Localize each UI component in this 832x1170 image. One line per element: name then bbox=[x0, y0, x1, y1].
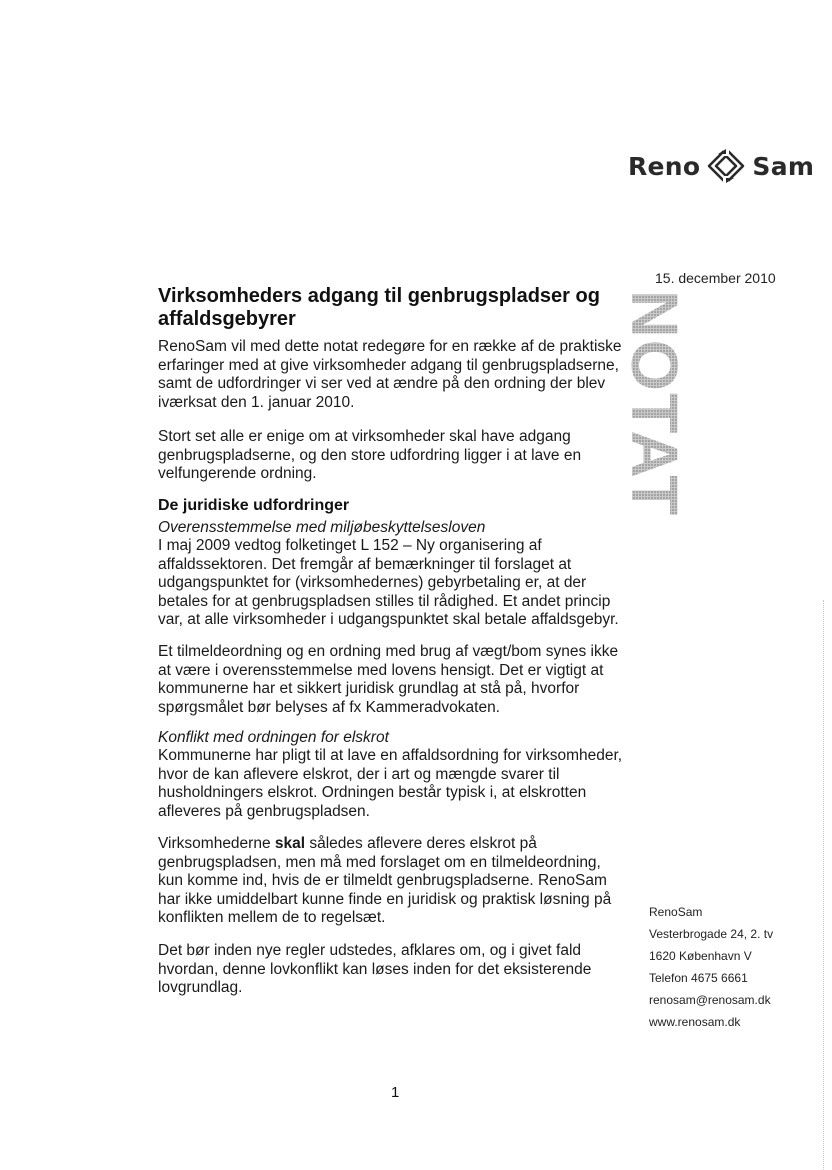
emphasis-skal: skal bbox=[274, 835, 306, 852]
address-phone: Telefon 4675 6661 bbox=[649, 971, 748, 985]
address-name: RenoSam bbox=[649, 905, 703, 919]
document-date: 15. december 2010 bbox=[655, 270, 776, 286]
section-heading-legal: De juridiske udfordringer bbox=[158, 497, 350, 514]
text-line: at være i overensstemmelse med lovens hensigt. Det er vigtigt at bbox=[158, 661, 604, 679]
text-line: lovgrundlag. bbox=[158, 979, 243, 996]
text-line: husholdningers elskrot. Ordningen består typisk i, at elskrotten bbox=[158, 784, 587, 801]
text-line: genbrugspladsen, men må med forslaget om en tilmeldeordning, bbox=[158, 853, 601, 871]
text-line: RenoSam vil med dette notat redegøre for en række af de praktiske bbox=[158, 338, 622, 355]
text-line: udgangspunktet for (virksomhedernes) gebyrbetaling er, at der bbox=[158, 574, 587, 591]
text-line: afleveres på genbrugspladsen. bbox=[158, 802, 370, 820]
law-paragraph bbox=[158, 537, 628, 630]
text-line: velfungerende ordning. bbox=[158, 465, 317, 482]
page-number: 1 bbox=[391, 1084, 400, 1101]
text-line: iværksat den 1. januar 2010. bbox=[158, 393, 355, 411]
text-line: Kommunerne har pligt til at lave en affaldsordning for virksomheder, bbox=[158, 747, 623, 764]
text-line: kommunerne har et sikkert juridisk grundlag at stå på, hvorfor bbox=[158, 680, 580, 697]
text-line: var, at alle virksomheder i udgangspunktet skal betale affaldsgebyr. bbox=[158, 611, 619, 628]
address-city: 1620 København V bbox=[649, 949, 752, 963]
text-line: konflikten mellem de to regelsæt. bbox=[158, 909, 386, 926]
renosam-diamond-icon bbox=[706, 146, 746, 186]
text-line: erfaringer med at give virksomheder adgang til genbrugspladserne, bbox=[158, 356, 619, 374]
resolution-paragraph bbox=[158, 942, 628, 998]
title-line-2: affaldsgebyrer bbox=[158, 308, 296, 330]
text-line: samt de udfordringer vi ser ved at ændre på den ordning der blev bbox=[158, 375, 606, 392]
text-line: Det bør inden nye regler udstedes, afklares om, og i givet fald bbox=[158, 942, 582, 959]
conflict-paragraph bbox=[158, 835, 628, 928]
subheading-electronics-conflict: Konflikt med ordningen for elskrot bbox=[158, 729, 389, 746]
text-line: har ikke umiddelbart kunne finde en juridisk og praktisk løsning på bbox=[158, 890, 612, 908]
text-line: I maj 2009 vedtog folketinget L 152 – Ny organisering af bbox=[158, 537, 542, 554]
text-fragment: således aflevere deres elskrot på bbox=[305, 835, 537, 852]
text-line: betales for at genbrugspladsen stilles til rådighed. Et andet princip bbox=[158, 592, 611, 610]
intro-paragraph bbox=[158, 338, 628, 412]
text-line: kun komme ind, hvis de er tilmeldt genbrugspladserne. RenoSam bbox=[158, 872, 607, 889]
text-line: Stort set alle er enige om at virksomheder skal have adgang bbox=[158, 428, 571, 445]
scan-edge-divider bbox=[822, 600, 824, 1170]
text-line: hvor de kan aflevere elskrot, der i art og mængde svarer til bbox=[158, 765, 560, 783]
text-line: hvordan, denne lovkonflikt kan løses inden for det eksisterende bbox=[158, 960, 592, 978]
text-fragment: Virksomhederne bbox=[158, 835, 275, 852]
consensus-paragraph bbox=[158, 428, 628, 484]
text-line: genbrugspladserne, og den store udfordring ligger i at lave en bbox=[158, 446, 582, 464]
electronics-paragraph bbox=[158, 747, 628, 821]
document-title bbox=[158, 285, 628, 331]
notat-text: NOTAT bbox=[618, 290, 692, 518]
address-email[interactable]: renosam@renosam.dk bbox=[649, 993, 771, 1007]
subheading-environment-act: Overensstemmelse med miljøbeskyttelsesloven bbox=[158, 519, 486, 536]
renosam-logo bbox=[628, 146, 814, 186]
logo-word-reno: Reno bbox=[628, 151, 701, 181]
compliance-paragraph bbox=[158, 643, 628, 717]
address-website[interactable]: www.renosam.dk bbox=[649, 1015, 741, 1029]
text-line: spørgsmålet bør belyses af fx Kammeradvokaten. bbox=[158, 698, 500, 716]
logo-word-sam: Sam bbox=[752, 151, 815, 181]
address-street: Vesterbrogade 24, 2. tv bbox=[649, 927, 774, 941]
text-line: Et tilmeldeordning og en ordning med brug af vægt/bom synes ikke bbox=[158, 643, 619, 660]
title-line-1: Virksomheders adgang til genbrugspladser og bbox=[158, 285, 600, 307]
text-line: affaldssektoren. Det fremgår af bemærkninger til forslaget at bbox=[158, 555, 572, 573]
